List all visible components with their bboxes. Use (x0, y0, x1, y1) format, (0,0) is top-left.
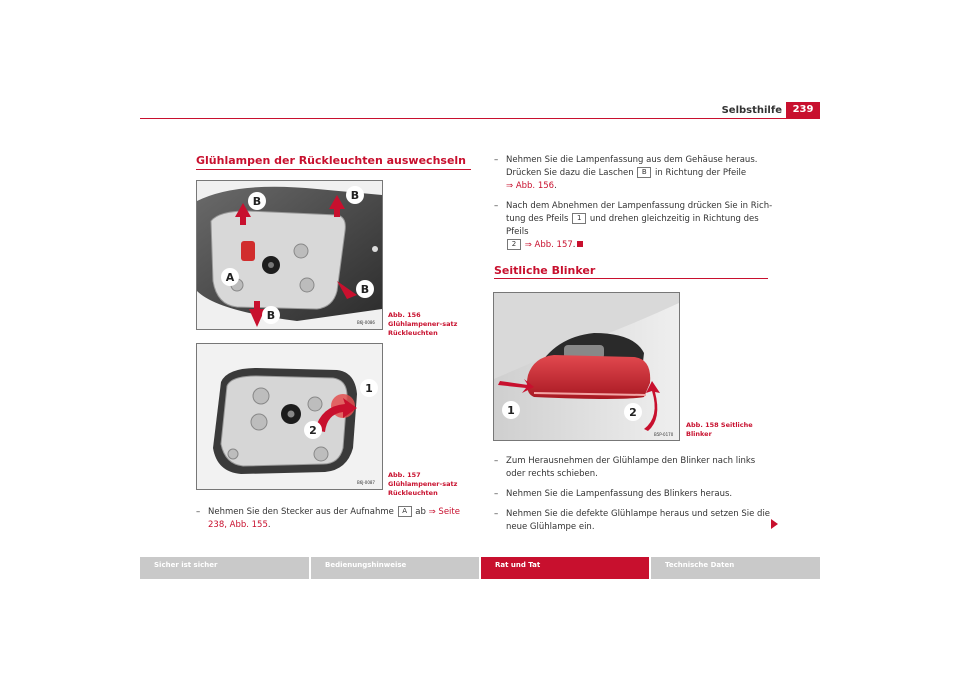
step-text: Zum Herausnehmen der Glühlampe den Blinker nach links oder rechts schieben. (506, 456, 756, 479)
step-punct: . (267, 520, 271, 530)
figure-156-caption: Abb. 156 Glühlampener-satz Rückleuchten (388, 311, 458, 337)
fig156-label-b-4: B (266, 309, 276, 322)
figure-157-caption: Abb. 157 Glühlampener-satz Rückleuchten (388, 471, 458, 497)
step-text: tung des Pfeils (506, 214, 569, 224)
figure-158-caption: Abb. 158 Seitliche Blinker (686, 421, 753, 438)
section-title-rueckleuchten: Glühlampen der Rückleuchten auswechseln (196, 154, 467, 167)
header-rule (140, 118, 820, 119)
list-item: – Nehmen Sie die Lampenfassung aus dem Gehäuse heraus. Drücken Sie dazu die Laschen B in Richtung der Pfeile ⇒ Abb. 156. (494, 155, 758, 191)
link-abb-157[interactable]: ⇒ Abb. 157 (524, 240, 573, 250)
footer-tab-rat-und-tat[interactable]: Rat und Tat (481, 557, 649, 579)
figure-157-image (196, 343, 383, 490)
fig158-label-2: 2 (629, 406, 637, 419)
link-abb-156[interactable]: ⇒ Abb. 156 (506, 181, 555, 191)
right-steps (494, 154, 776, 259)
section-rule (196, 169, 471, 170)
list-item: – Zum Herausnehmen der Glühlampe den Blinker nach links oder rechts schieben. (494, 456, 756, 479)
footer-tab-bedienung[interactable]: Bedienungshinweise (311, 557, 479, 579)
fig156-label-b-3: B (360, 283, 370, 296)
page-header-title: Selbsthilfe (721, 105, 782, 116)
step-text: Nach dem Abnehmen der Lampenfassung drücken Sie in Rich- (506, 201, 773, 211)
step-punct: . (572, 240, 576, 250)
end-mark-icon (577, 241, 583, 247)
step-text: Nehmen Sie die Lampenfassung des Blinkers heraus. (506, 489, 733, 499)
page-number: 239 (786, 102, 820, 118)
fig157-label-2: 2 (309, 424, 317, 437)
next-page-arrow-icon[interactable] (771, 519, 778, 529)
key-a-box: A (398, 506, 412, 517)
step-text: ab (415, 507, 426, 517)
footer-tab-technische-daten[interactable]: Technische Daten (651, 557, 820, 579)
step-text: Nehmen Sie die Lampenfassung aus dem Gehäuse heraus. (506, 155, 758, 165)
list-item: – Nehmen Sie die Lampenfassung des Blinkers heraus. (494, 489, 733, 499)
step-punct: . (554, 181, 557, 191)
list-item: – Nehmen Sie den Stecker aus der Aufnahme A ab ⇒ Seite 238, Abb. 155. (196, 507, 460, 530)
fig158-label-1: 1 (507, 404, 515, 417)
blinker-steps (494, 455, 776, 541)
footer-tab-sicher[interactable]: Sicher ist sicher (140, 557, 309, 579)
fig156-label-a: A (225, 271, 235, 284)
list-item: – Nach dem Abnehmen der Lampenfassung drücken Sie in Rich- tung des Pfeils 1 und drehen gleichzeitig in Richtung des Pfeils 2 ⇒ Abb. 157. (494, 201, 773, 250)
step-text: Nehmen Sie die defekte Glühlampe heraus und setzen Sie die neue Glühlampe ein. (506, 509, 771, 532)
step-text: in Richtung der Pfeile (655, 168, 747, 178)
key-1-box: 1 (572, 213, 586, 224)
figure-156-image (196, 180, 383, 330)
link-seite-238[interactable]: ⇒ Seite 238, Abb. 155 (208, 507, 460, 530)
key-b-box: B (637, 167, 651, 178)
fig156-label-b-1: B (252, 195, 262, 208)
step-text: und drehen gleichzeitig in Richtung des Pfeils (506, 214, 759, 237)
fig156-label-b-2: B (350, 189, 360, 202)
step-text: Nehmen Sie den Stecker aus der Aufnahme (208, 507, 394, 517)
section-rule (494, 278, 768, 279)
fig157-code: B6J-0087 (357, 480, 375, 485)
step-text: Drücken Sie dazu die Laschen (506, 168, 634, 178)
fig156-code: B6J-0086 (357, 320, 375, 325)
list-item: – Nehmen Sie die defekte Glühlampe heraus und setzen Sie die neue Glühlampe ein. (494, 509, 771, 532)
figure-158-image (493, 292, 680, 441)
fig157-label-1: 1 (365, 382, 373, 395)
left-steps (196, 506, 476, 539)
fig158-code: B5P-0170 (654, 432, 674, 437)
key-2-box: 2 (507, 239, 521, 250)
section-title-blinker: Seitliche Blinker (494, 264, 596, 277)
